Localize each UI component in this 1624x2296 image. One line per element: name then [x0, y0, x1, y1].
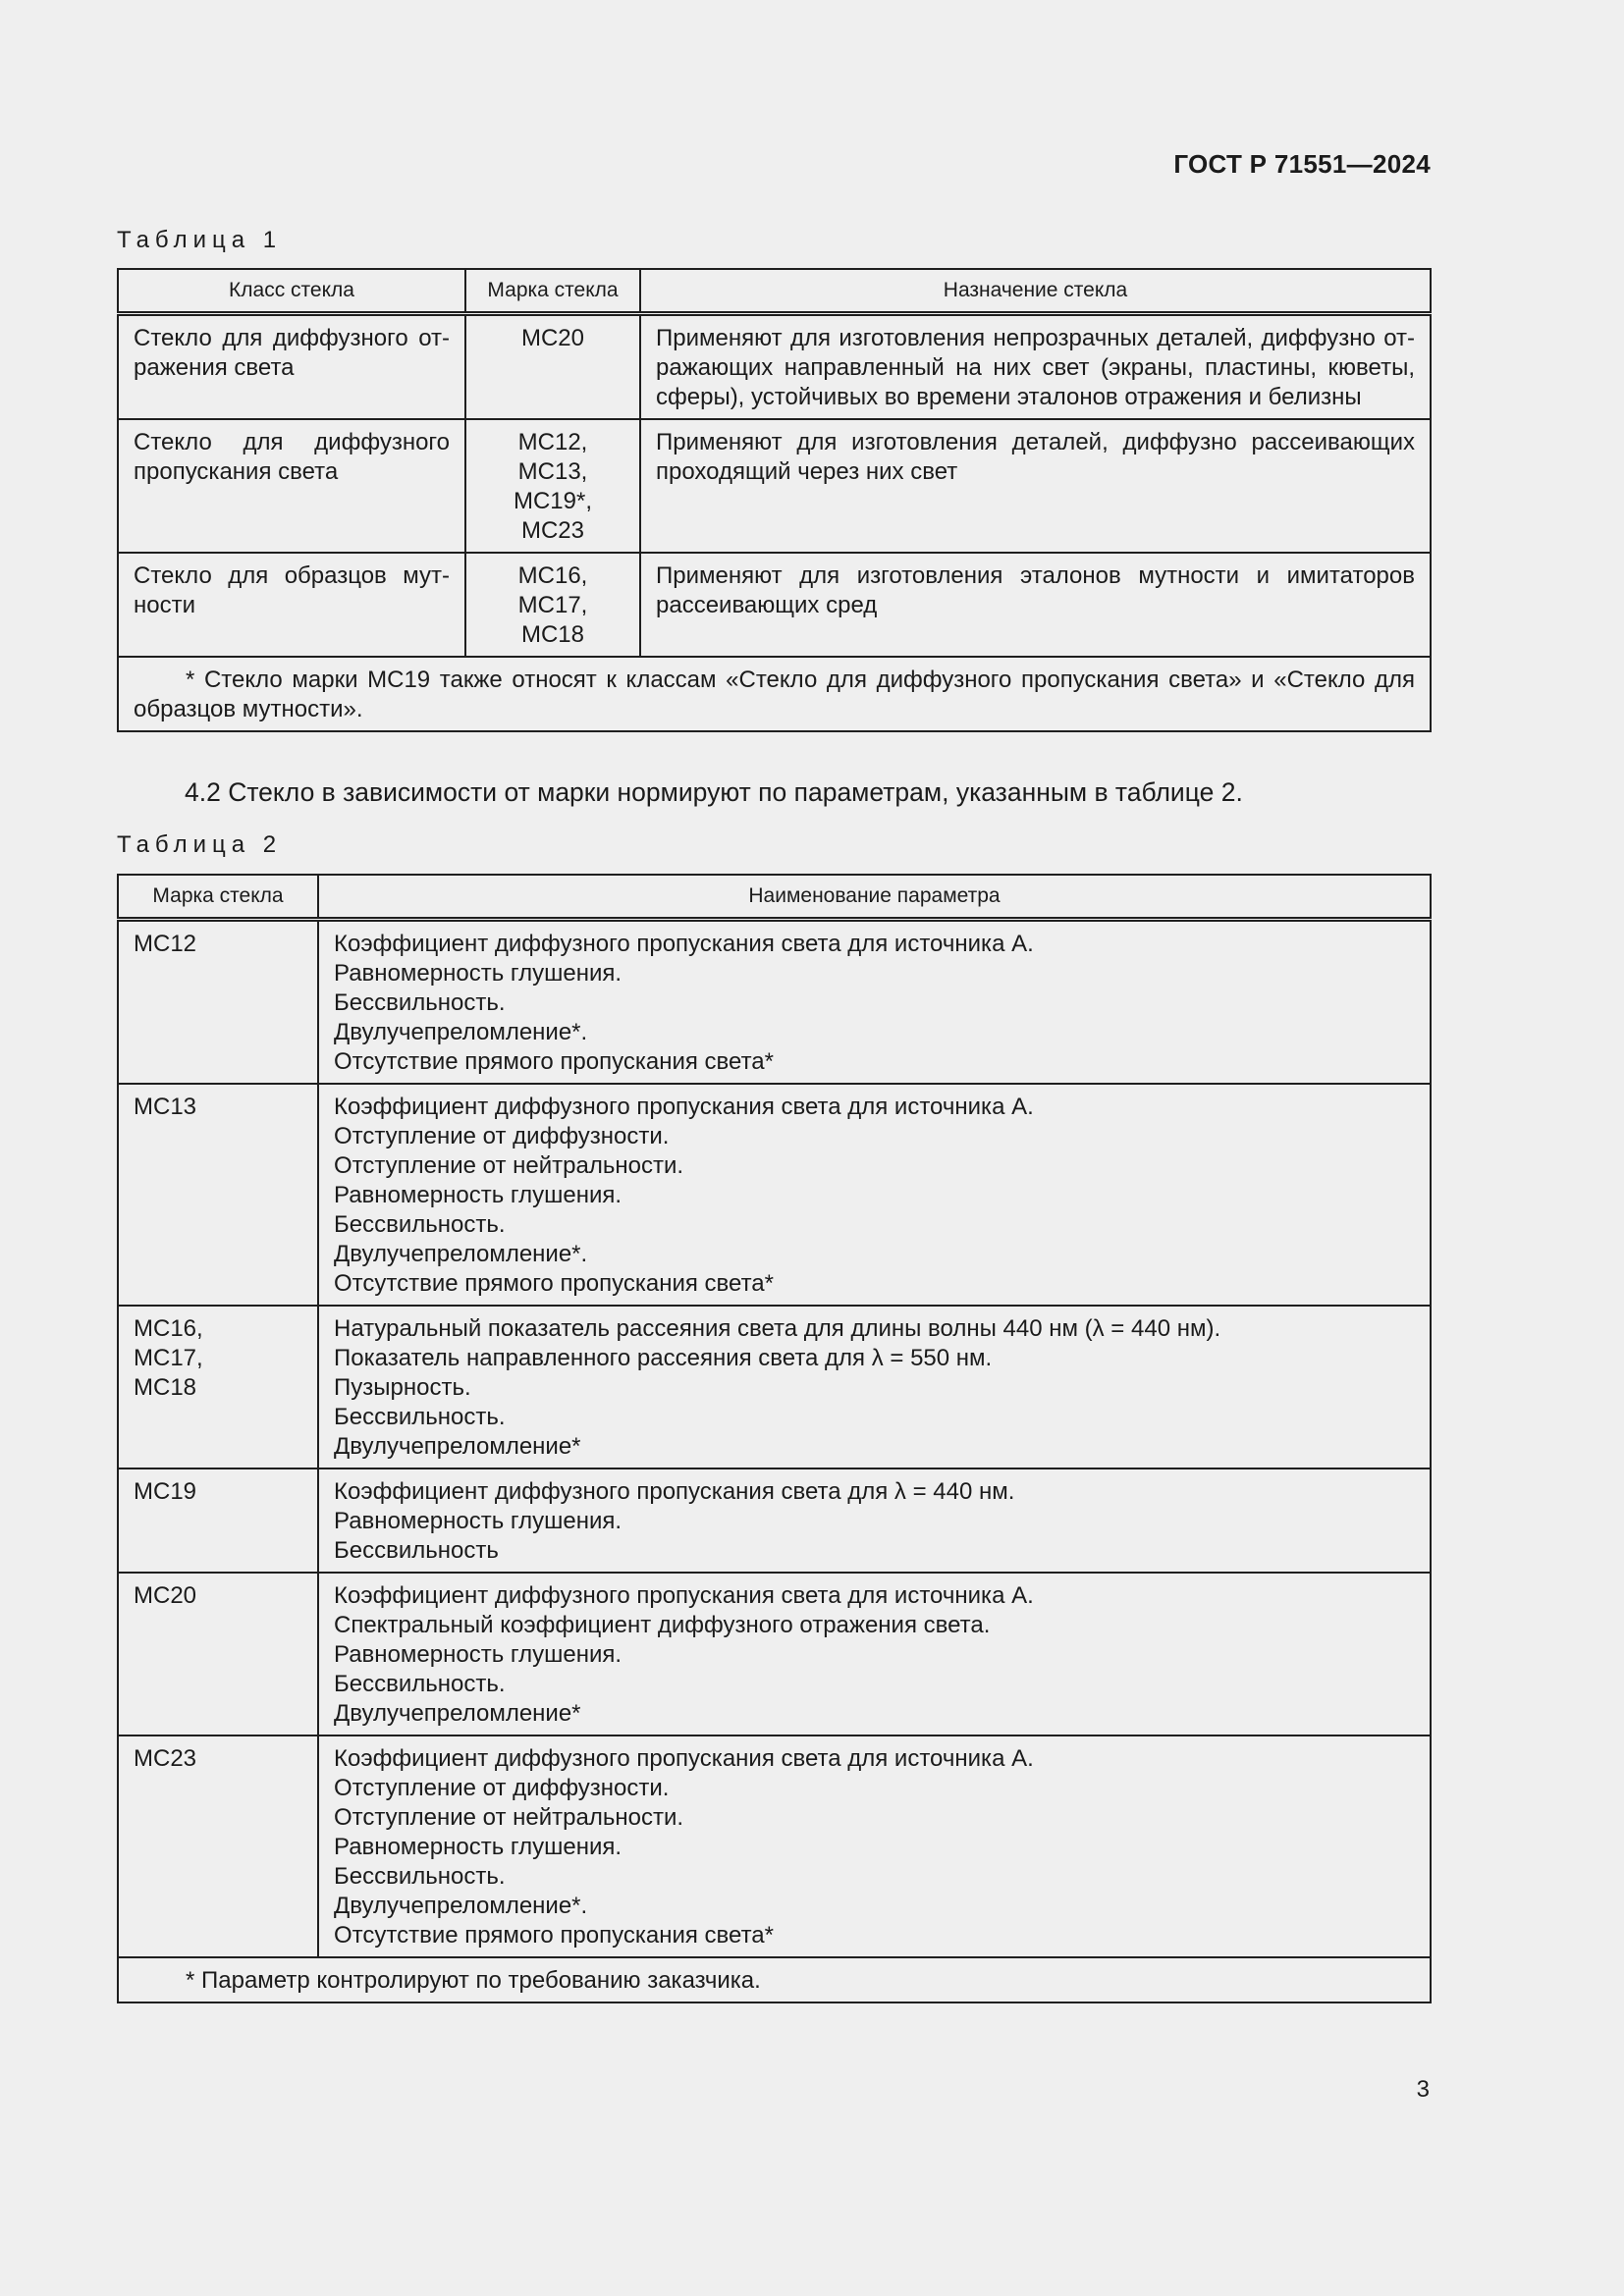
table1-note-row: [118, 657, 1431, 731]
parameter-item: Двулучепреломление*: [334, 1700, 581, 1727]
parameter-item: Бессвильность.: [334, 1671, 506, 1697]
glass-mark-cell: МС19: [118, 1468, 318, 1573]
parameter-item: Отступление от нейтральности.: [334, 1152, 684, 1179]
parameter-item: Коэффициент диффузного пропускания света для λ = 440 нм.: [334, 1478, 1015, 1505]
parameter-list-cell: [318, 1735, 1431, 1957]
table2-header-row: [118, 875, 1431, 920]
table1: [117, 268, 1432, 732]
parameter-item: Пузырность.: [334, 1374, 471, 1401]
parameter-item: Двулучепреломление*.: [334, 1241, 588, 1267]
glass-purpose-cell: Применяют для изготовления непрозрачных деталей, диффузно от-ражающих направленный на них свет (экраны, пластины, кюветы, сферы), устойчивых во времени эталонов отражения и белизны: [640, 314, 1431, 420]
parameter-item: Натуральный показатель рассеяния света для длины волны 440 нм (λ = 440 нм).: [334, 1315, 1221, 1342]
parameter-list-cell: [318, 1468, 1431, 1573]
document-code: ГОСТ Р 71551—2024: [1173, 149, 1431, 179]
parameter-item: Отступление от диффузности.: [334, 1123, 670, 1149]
glass-mark-cell: МС20: [465, 314, 640, 420]
table2: [117, 874, 1432, 2003]
parameter-item: Бессвильность.: [334, 989, 506, 1016]
table2-header-parameter: Наименование параметра: [318, 875, 1431, 920]
glass-class-cell: Стекло для диффузного от-ражения света: [118, 314, 465, 420]
parameter-list-cell: [318, 1306, 1431, 1468]
page-number: 3: [1416, 2076, 1430, 2103]
parameter-item: Показатель направленного рассеяния света для λ = 550 нм.: [334, 1345, 993, 1371]
table-row: [118, 1573, 1431, 1735]
parameter-list-cell: [318, 920, 1431, 1085]
parameter-item: Равномерность глушения.: [334, 1182, 623, 1208]
table2-note-row: [118, 1957, 1431, 2002]
parameter-item: Коэффициент диффузного пропускания света для источника А.: [334, 1582, 1034, 1609]
parameter-item: Бессвильность: [334, 1537, 499, 1564]
table1-header-row: [118, 269, 1431, 314]
parameter-item: Двулучепреломление*: [334, 1433, 581, 1460]
glass-class-cell: Стекло для диффузного пропускания света: [118, 419, 465, 553]
glass-class-cell: Стекло для образцов мут-ности: [118, 553, 465, 657]
table1-caption: Таблица 1: [117, 227, 283, 253]
parameter-item: Коэффициент диффузного пропускания света для источника А.: [334, 1745, 1034, 1772]
glass-mark-cell: МС20: [118, 1573, 318, 1735]
table1-header-purpose: Назначение стекла: [640, 269, 1431, 314]
table-row: [118, 1306, 1431, 1468]
parameter-item: Бессвильность.: [334, 1404, 506, 1430]
table1-header-mark: Марка стекла: [465, 269, 640, 314]
parameter-item: Отсутствие прямого пропускания света*: [334, 1048, 774, 1075]
parameter-item: Спектральный коэффициент диффузного отражения света.: [334, 1612, 991, 1638]
table-row: [118, 920, 1431, 1085]
parameter-list-cell: [318, 1084, 1431, 1306]
section-4-2-paragraph: 4.2 Стекло в зависимости от марки нормируют по параметрам, указанным в таблице 2.: [185, 777, 1243, 807]
parameter-item: Отступление от диффузности.: [334, 1775, 670, 1801]
glass-mark-cell: МС12: [118, 920, 318, 1085]
table-row: [118, 419, 1431, 553]
parameter-item: Отступление от нейтральности.: [334, 1804, 684, 1831]
parameter-item: Бессвильность.: [334, 1863, 506, 1890]
parameter-item: Двулучепреломление*.: [334, 1019, 588, 1045]
glass-mark-cell: МС16, МС17, МС18: [465, 553, 640, 657]
parameter-list-cell: [318, 1573, 1431, 1735]
glass-purpose-cell: Применяют для изготовления деталей, диффузно рассеивающих проходящий через них свет: [640, 419, 1431, 553]
glass-mark-cell: МС23: [118, 1735, 318, 1957]
parameter-item: Коэффициент диффузного пропускания света для источника А.: [334, 931, 1034, 957]
table-row: [118, 1468, 1431, 1573]
table-row: [118, 314, 1431, 420]
parameter-item: Коэффициент диффузного пропускания света для источника А.: [334, 1094, 1034, 1120]
glass-mark-cell: МС16, МС17, МС18: [118, 1306, 318, 1468]
parameter-item: Равномерность глушения.: [334, 960, 623, 987]
parameter-item: Равномерность глушения.: [334, 1641, 623, 1668]
table2-caption: Таблица 2: [117, 831, 283, 858]
parameter-item: Равномерность глушения.: [334, 1508, 623, 1534]
table1-footnote: * Стекло марки МС19 также относят к классам «Стекло для диффузного пропускания света» и «Стекло для образцов мутности».: [118, 657, 1431, 731]
parameter-item: Двулучепреломление*.: [334, 1893, 588, 1919]
table2-body: [118, 920, 1431, 2003]
parameter-item: Равномерность глушения.: [334, 1834, 623, 1860]
table2-footnote: * Параметр контролируют по требованию заказчика.: [118, 1957, 1431, 2002]
parameter-item: Отсутствие прямого пропускания света*: [334, 1922, 774, 1949]
glass-purpose-cell: Применяют для изготовления эталонов мутности и имитаторов рассеивающих сред: [640, 553, 1431, 657]
parameter-item: Отсутствие прямого пропускания света*: [334, 1270, 774, 1297]
parameter-item: Бессвильность.: [334, 1211, 506, 1238]
table-row: [118, 1735, 1431, 1957]
table2-header-mark: Марка стекла: [118, 875, 318, 920]
table-row: [118, 1084, 1431, 1306]
table1-header-class: Класс стекла: [118, 269, 465, 314]
glass-mark-cell: МС12, МС13, МС19*, МС23: [465, 419, 640, 553]
glass-mark-cell: МС13: [118, 1084, 318, 1306]
table-row: [118, 553, 1431, 657]
